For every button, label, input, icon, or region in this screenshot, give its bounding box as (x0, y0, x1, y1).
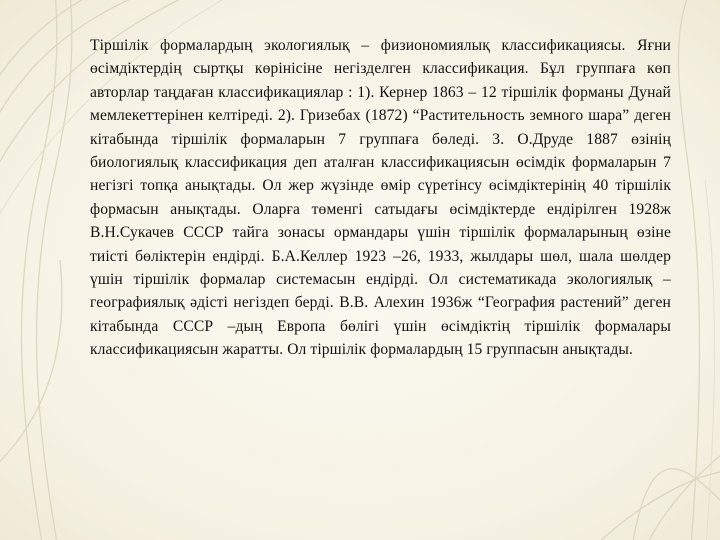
swirl-line (640, 440, 720, 540)
swirl-line (580, 470, 720, 540)
swirl-line (36, 0, 71, 540)
swirl-line (21, 0, 56, 540)
swirl-line (705, 180, 714, 540)
swirl-line (678, 0, 699, 540)
body-paragraph: Тіршілік формалардың экологиялық – физиономиялық классификациясы. Яғни өсімдіктердің сыртқы көрінісіне негізделген классификация. Бұл группаға көп авторлар таңдаған классификациялар : 1). Кернер 1863 – 12 тіршілік форманы Дунай мемлекеттерінен келтіреді. 2). Гризебах (1872) “Растительность земного шара” деген кітабында тіршілік формаларын 7 группаға бөледі. 3. О.Друде 1887 өзінің биологиялық классификация деп аталған классификациясын өсімдік формаларын 7 негізгі топқа анықтады. Ол жер жүзінде өмір сүретінсу өсімдіктерінің 40 тіршілік формасын анықтады. Оларға төменгі сатыдағы өсімдіктерде ендірілген 1928ж В.Н.Сукачев СССР тайга зонасы ормандары үшін тіршілік формаларының өзіне тиісті бөліктерін ендірді. Б.А.Келлер 1923 –26, 1933, жылдары шөл, шала шөлдер үшін тіршілік формалар системасын ендірді. Ол систематикада экологиялық – географиялық әдісті негіздеп берді. В.В. Алехин 1936ж “География растений” деген кітабында СССР –дың Европа бөлігі үшін өсімдіктің тіршілік формалары классификациясын жаратты. Ол тіршілік формалардың 15 группасын анықтады. (90, 37, 671, 359)
swirl-line (0, 260, 62, 480)
swirl-line (0, 0, 100, 90)
swirl-line (630, 469, 720, 540)
